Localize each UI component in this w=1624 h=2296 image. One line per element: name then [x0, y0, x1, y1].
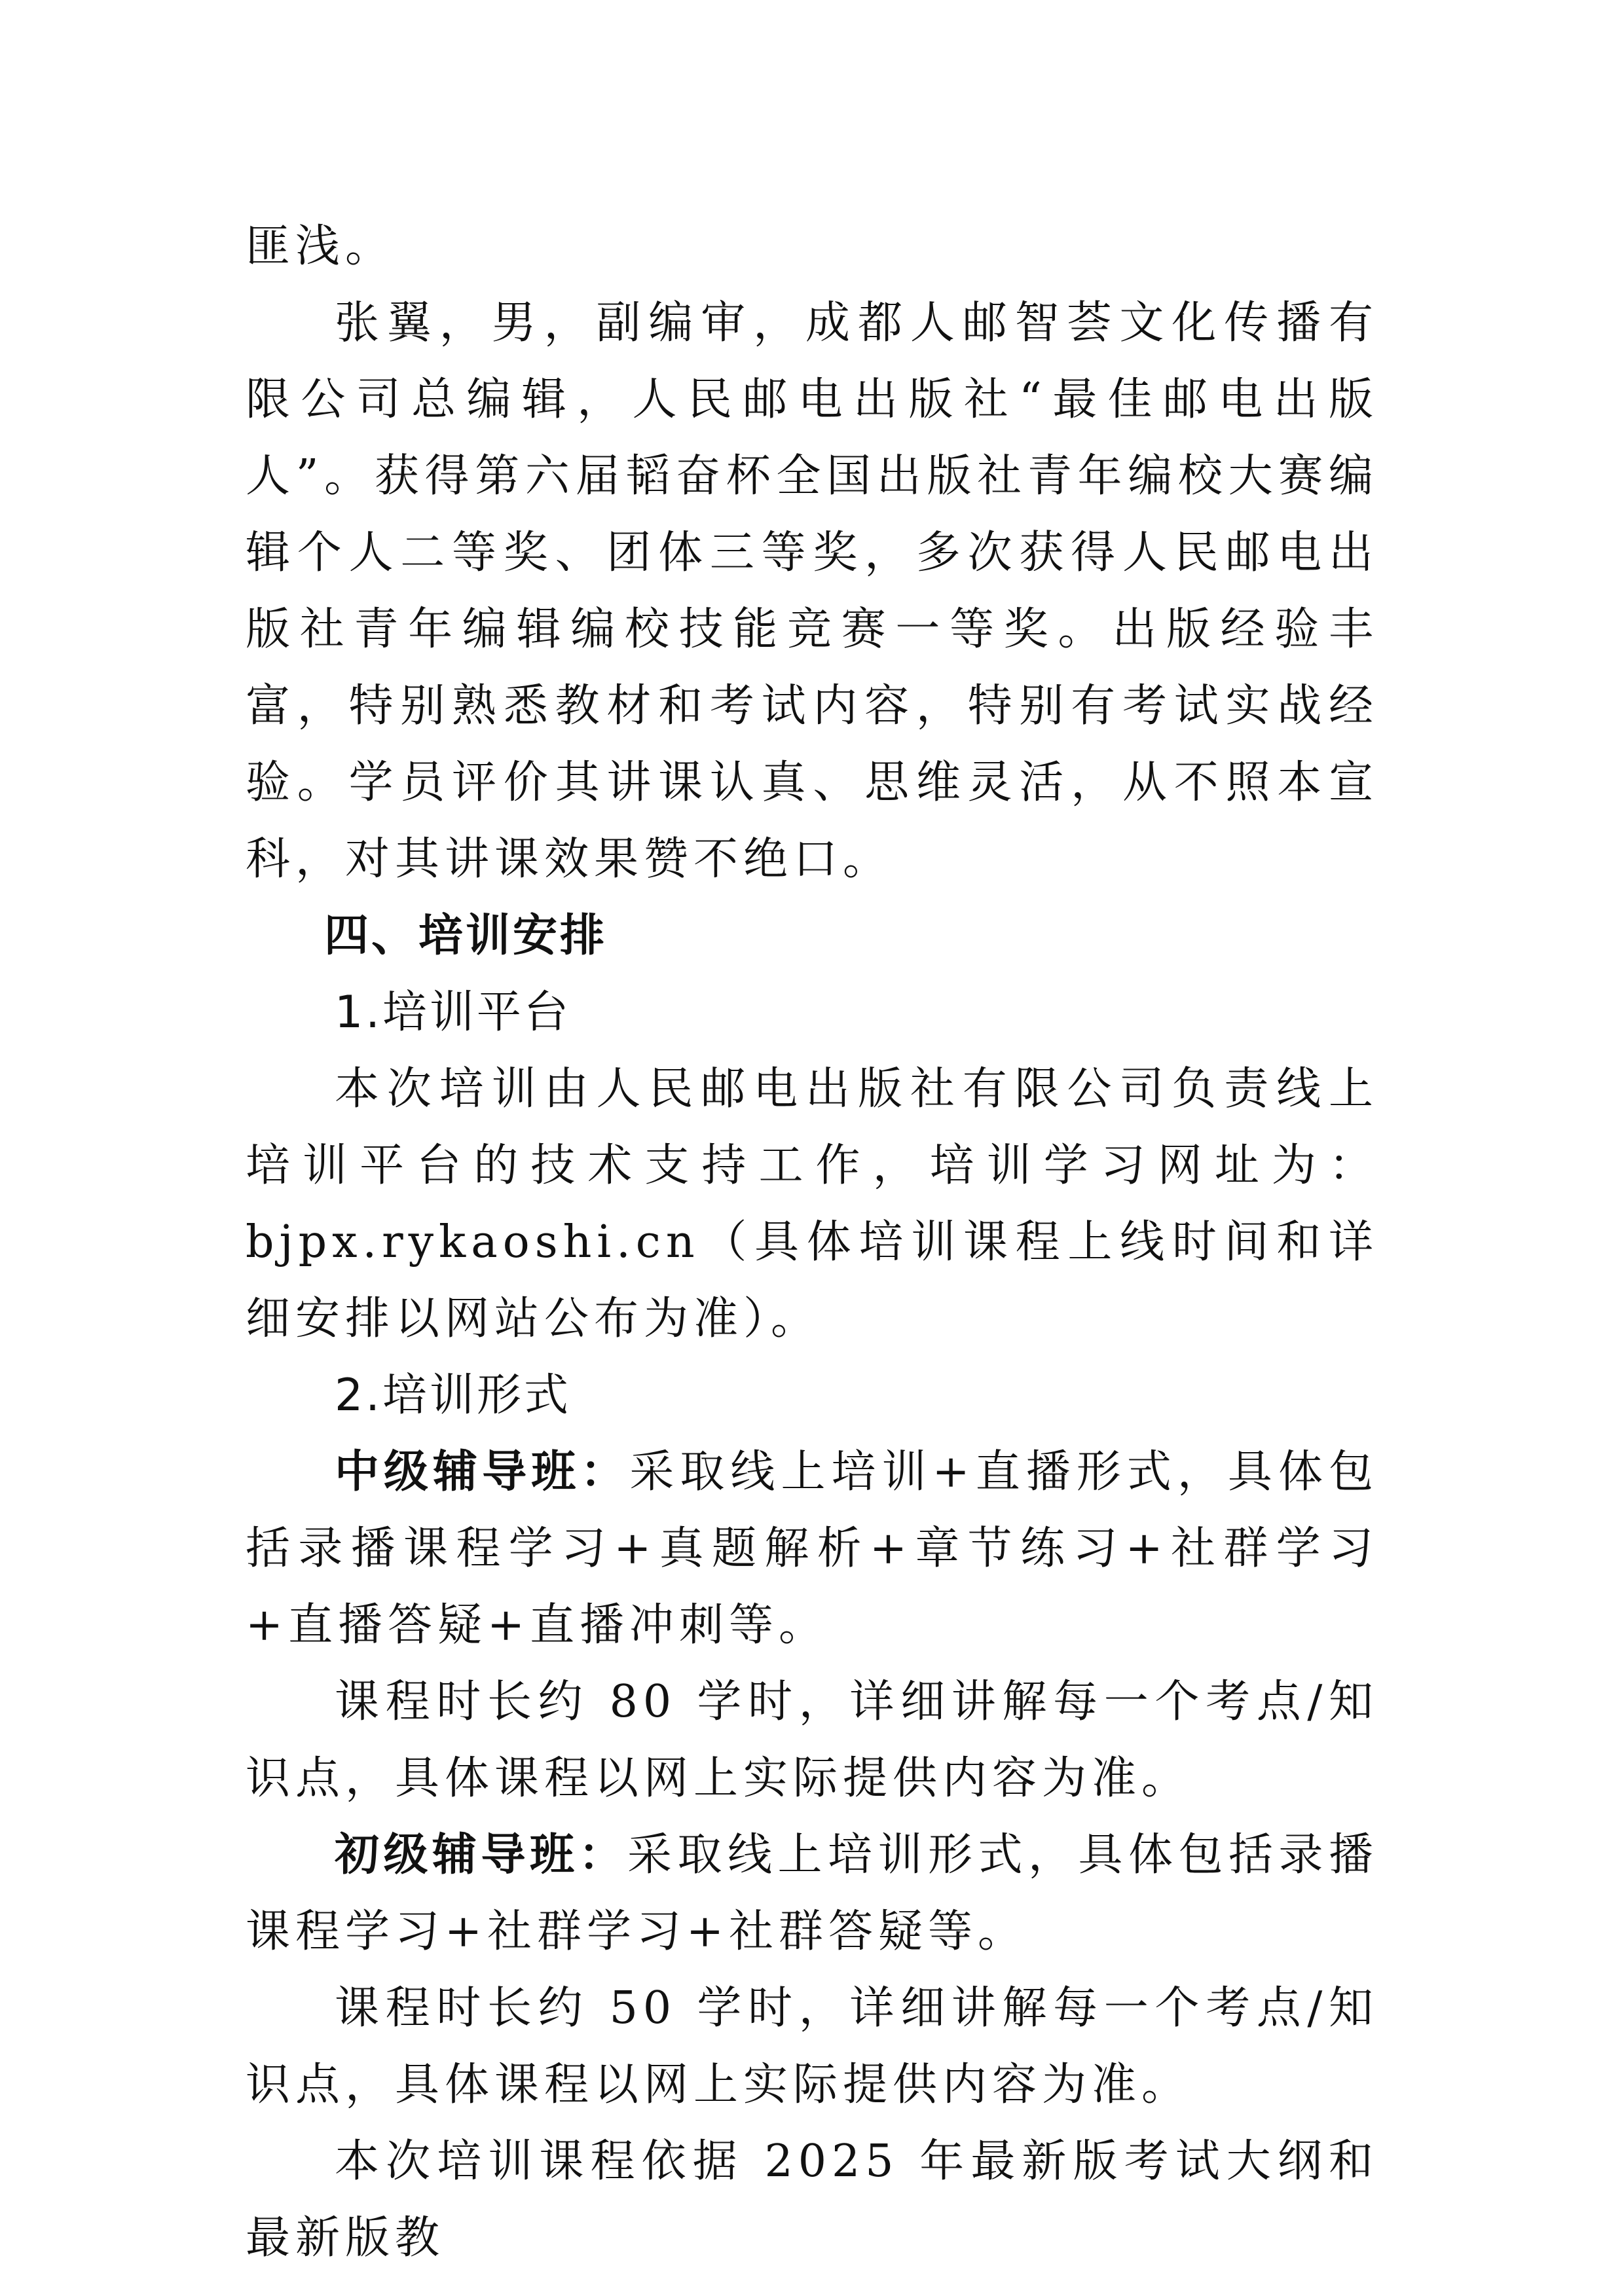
junior-class-label: 初级辅导班： [335, 1829, 627, 1881]
paragraph-intermediate-hours: 课程时长约 80 学时，详细讲解每一个考点/知识点，具体课程以网上实际提供内容为准。 [246, 1676, 1378, 1804]
intermediate-class-text: 采取线上培训+直播形式，具体包括录播课程学习+真题解析+章节练习+社群学习+直播答疑+直播冲刺等。 [246, 1446, 1378, 1651]
intermediate-class-label: 中级辅导班： [335, 1446, 630, 1498]
subheading-training-form: 2.培训形式 [335, 1370, 571, 1421]
paragraph-junior-class [246, 1817, 1378, 1970]
paragraph-training-platform: 本次培训由人民邮电出版社有限公司负责线上培训平台的技术支持工作，培训学习网址为：bjpx.rykaoshi.cn（具体培训课程上线时间和详细安排以网站公布为准）。 [246, 1063, 1378, 1345]
junior-class-text: 采取线上培训形式，具体包括录播课程学习+社群学习+社群答疑等。 [246, 1829, 1378, 1958]
paragraph-course-basis: 本次培训课程依据 2025 年最新版考试大纲和最新版教 [246, 2136, 1378, 2264]
paragraph-intermediate-class [246, 1434, 1378, 1664]
section-heading-training-arrangement: 四、培训安排 [324, 910, 608, 962]
subheading-training-platform: 1.培训平台 [335, 987, 571, 1038]
document-page [246, 208, 1378, 2276]
paragraph-junior-hours: 课程时长约 50 学时，详细讲解每一个考点/知识点，具体课程以网上实际提供内容为准。 [246, 1982, 1378, 2111]
paragraph-continuation: 匪浅。 [246, 221, 396, 272]
paragraph-instructor-bio: 张翼，男，副编审，成都人邮智荟文化传播有限公司总编辑，人民邮电出版社“最佳邮电出版人”。获得第六届韬奋杯全国出版社青年编校大赛编辑个人二等奖、团体三等奖，多次获得人民邮电出版社青年编辑编校技能竞赛一等奖。出版经验丰富，特别熟悉教材和考试内容，特别有考试实战经验。学员评价其讲课认真、思维灵活，从不照本宣科，对其讲课效果赞不绝口。 [246, 297, 1378, 885]
